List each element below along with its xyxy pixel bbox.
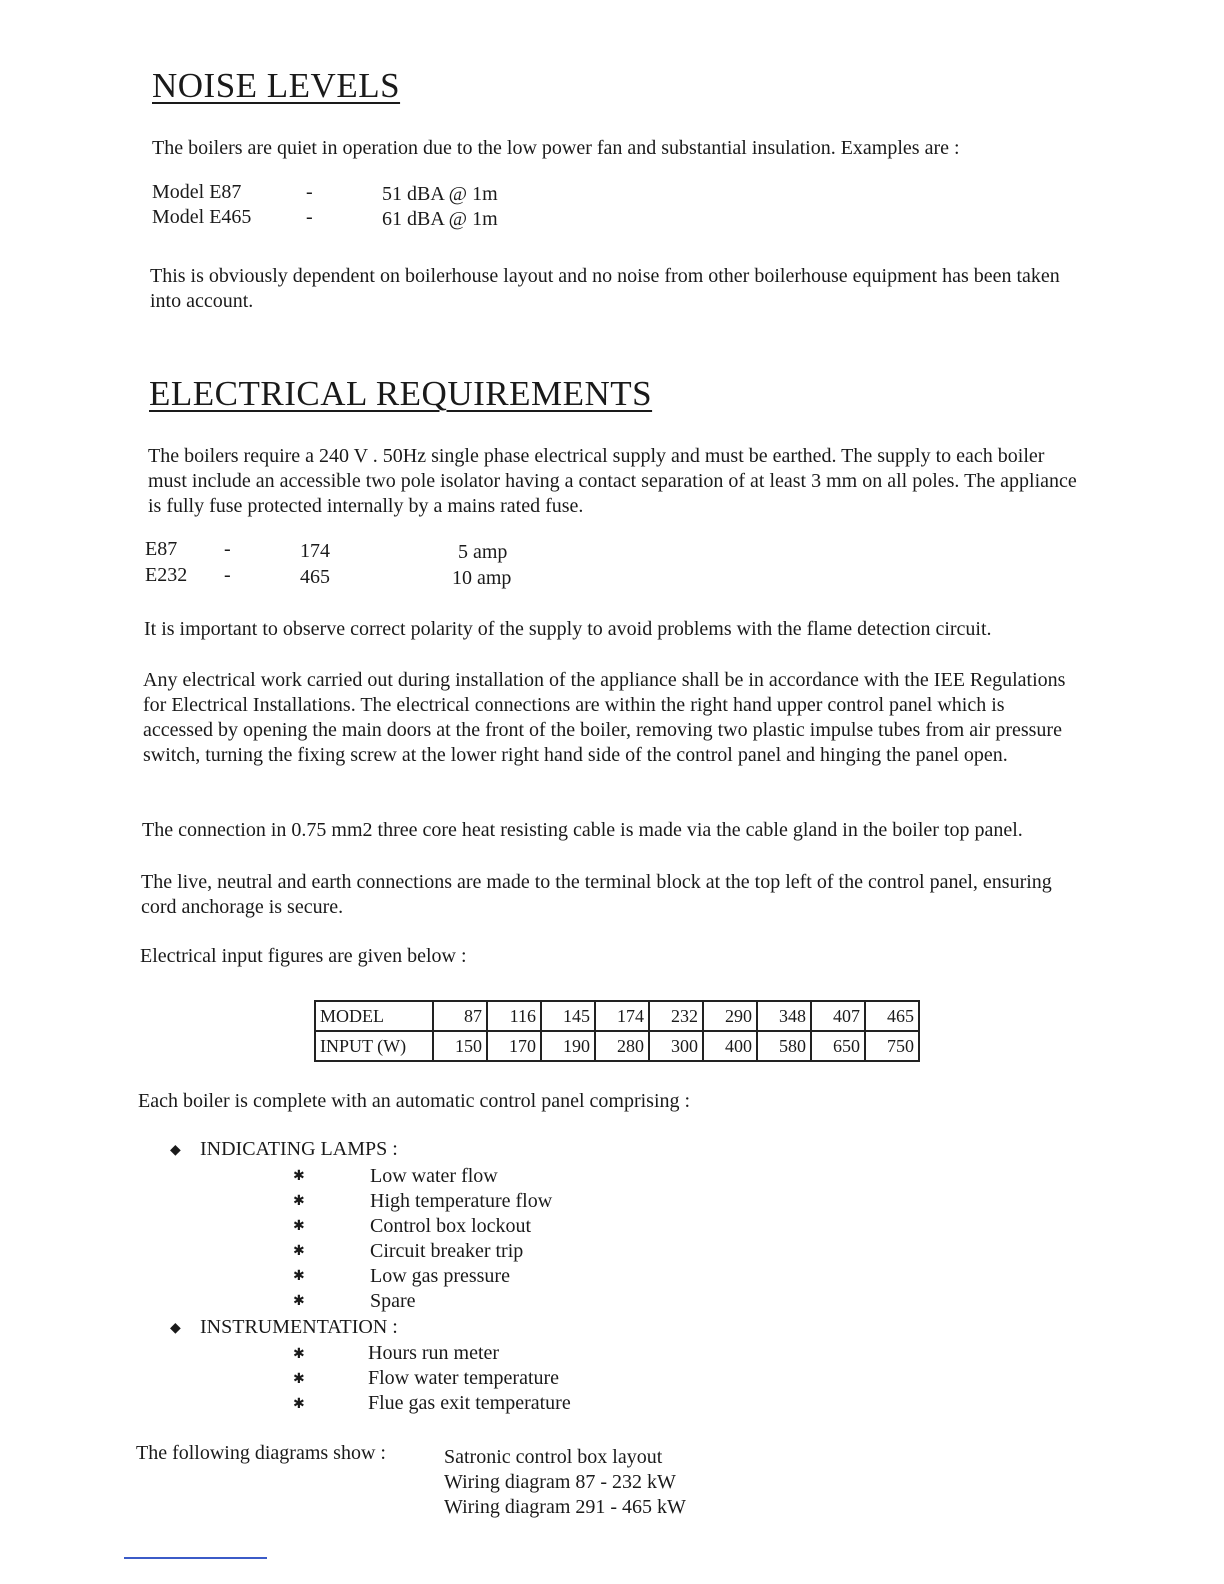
list-item: Hours run meter (368, 1342, 500, 1364)
diagram-item: Satronic control box layout (444, 1446, 663, 1468)
bullet-icon: ✱ (293, 1294, 305, 1309)
bullet-icon: ✱ (293, 1244, 305, 1259)
bullet-icon: ✱ (293, 1219, 305, 1234)
electrical-input-table (314, 1000, 920, 1062)
electrical-heading: ELECTRICAL REQUIREMENTS (149, 374, 653, 413)
bullet-icon: ✱ (293, 1347, 305, 1362)
noise-level: 61 dBA @ 1m (382, 208, 498, 230)
table-cell: 300 (649, 1031, 703, 1061)
table-row (315, 1031, 919, 1061)
fuse-to: 174 (300, 540, 330, 562)
polarity-paragraph: It is important to observe correct polarity of the supply to avoid problems with the flame detection circuit. (144, 618, 992, 640)
electrical-work-paragraph: Any electrical work carried out during installation of the appliance shall be in accordance with the IEE Regulations for Electrical Installations. The electrical connections are within the right hand upper control panel which is accessed by opening the main doors at the front of the boiler, removing two plastic impulse tubes from air pressure switch, turning the fixing screw at the lower right hand side of the control panel and hinging the panel open. (143, 669, 1066, 766)
diagram-item: Wiring diagram 87 - 232 kW (444, 1471, 676, 1493)
table-header-cell: MODEL (315, 1001, 433, 1031)
fuse-dash: - (224, 538, 231, 560)
table-cell: 465 (865, 1001, 919, 1031)
list-item: Circuit breaker trip (370, 1240, 524, 1262)
table-cell: 190 (541, 1031, 595, 1061)
noise-model: Model E465 (152, 206, 252, 228)
table-row (315, 1001, 919, 1031)
table-cell: 150 (433, 1031, 487, 1061)
electrical-supply-paragraph: The boilers require a 240 V . 50Hz single phase electrical supply and must be earthed. The supply to each boiler must include an accessible two pole isolator having a contact separation of at least 3 mm on all poles. The appliance is fully fuse protected internally by a mains rated fuse. (148, 445, 1077, 517)
fuse-rating: 10 amp (452, 567, 512, 589)
table-cell: 580 (757, 1031, 811, 1061)
control-panel-intro: Each boiler is complete with an automatic control panel comprising : (138, 1090, 691, 1112)
table-cell: 750 (865, 1031, 919, 1061)
table-cell: 87 (433, 1001, 487, 1031)
table-cell: 280 (595, 1031, 649, 1061)
list-item: Spare (370, 1290, 416, 1312)
table-cell: 170 (487, 1031, 541, 1061)
table-cell: 116 (487, 1001, 541, 1031)
fuse-dash: - (224, 564, 231, 586)
noise-note: This is obviously dependent on boilerhouse layout and no noise from other boilerhouse equipment has been taken into account. (150, 265, 1060, 312)
terminal-block-paragraph: The live, neutral and earth connections are made to the terminal block at the top left of the control panel, ensuring cord anchorage is secure. (141, 871, 1052, 918)
table-cell: 407 (811, 1001, 865, 1031)
bullet-icon: ✱ (293, 1397, 305, 1412)
noise-dash: - (306, 181, 313, 203)
diamond-bullet-icon: ◆ (170, 1321, 181, 1336)
input-figures-intro: Electrical input figures are given below : (140, 945, 467, 967)
fuse-from: E87 (145, 538, 178, 560)
lamps-heading: INDICATING LAMPS : (200, 1138, 398, 1160)
list-item: Low gas pressure (370, 1265, 510, 1287)
table-header-cell: INPUT (W) (315, 1031, 433, 1061)
table-cell: 174 (595, 1001, 649, 1031)
diagrams-label: The following diagrams show : (136, 1442, 386, 1464)
cable-connection-paragraph: The connection in 0.75 mm2 three core heat resisting cable is made via the cable gland in the boiler top panel. (142, 819, 1023, 841)
footer-rule (124, 1557, 267, 1559)
noise-levels-heading: NOISE LEVELS (152, 66, 401, 105)
list-item: High temperature flow (370, 1190, 553, 1212)
table-cell: 145 (541, 1001, 595, 1031)
table-cell: 348 (757, 1001, 811, 1031)
bullet-icon: ✱ (293, 1194, 305, 1209)
table-cell: 650 (811, 1031, 865, 1061)
fuse-rating: 5 amp (458, 541, 508, 563)
list-item: Flue gas exit temperature (368, 1392, 571, 1414)
noise-dash: - (306, 206, 313, 228)
noise-model: Model E87 (152, 181, 242, 203)
bullet-icon: ✱ (293, 1372, 305, 1387)
noise-level: 51 dBA @ 1m (382, 183, 498, 205)
instrumentation-heading: INSTRUMENTATION : (200, 1316, 398, 1338)
fuse-from: E232 (145, 564, 188, 586)
table-cell: 290 (703, 1001, 757, 1031)
table-cell: 400 (703, 1031, 757, 1061)
list-item: Flow water temperature (368, 1367, 560, 1389)
list-item: Control box lockout (370, 1215, 532, 1237)
diamond-bullet-icon: ◆ (170, 1143, 181, 1158)
bullet-icon: ✱ (293, 1269, 305, 1284)
list-item: Low water flow (370, 1165, 498, 1187)
table-cell: 232 (649, 1001, 703, 1031)
bullet-icon: ✱ (293, 1169, 305, 1184)
noise-intro: The boilers are quiet in operation due to the low power fan and substantial insulation. Examples are : (152, 137, 960, 159)
fuse-to: 465 (300, 566, 330, 588)
diagram-item: Wiring diagram 291 - 465 kW (444, 1496, 686, 1518)
